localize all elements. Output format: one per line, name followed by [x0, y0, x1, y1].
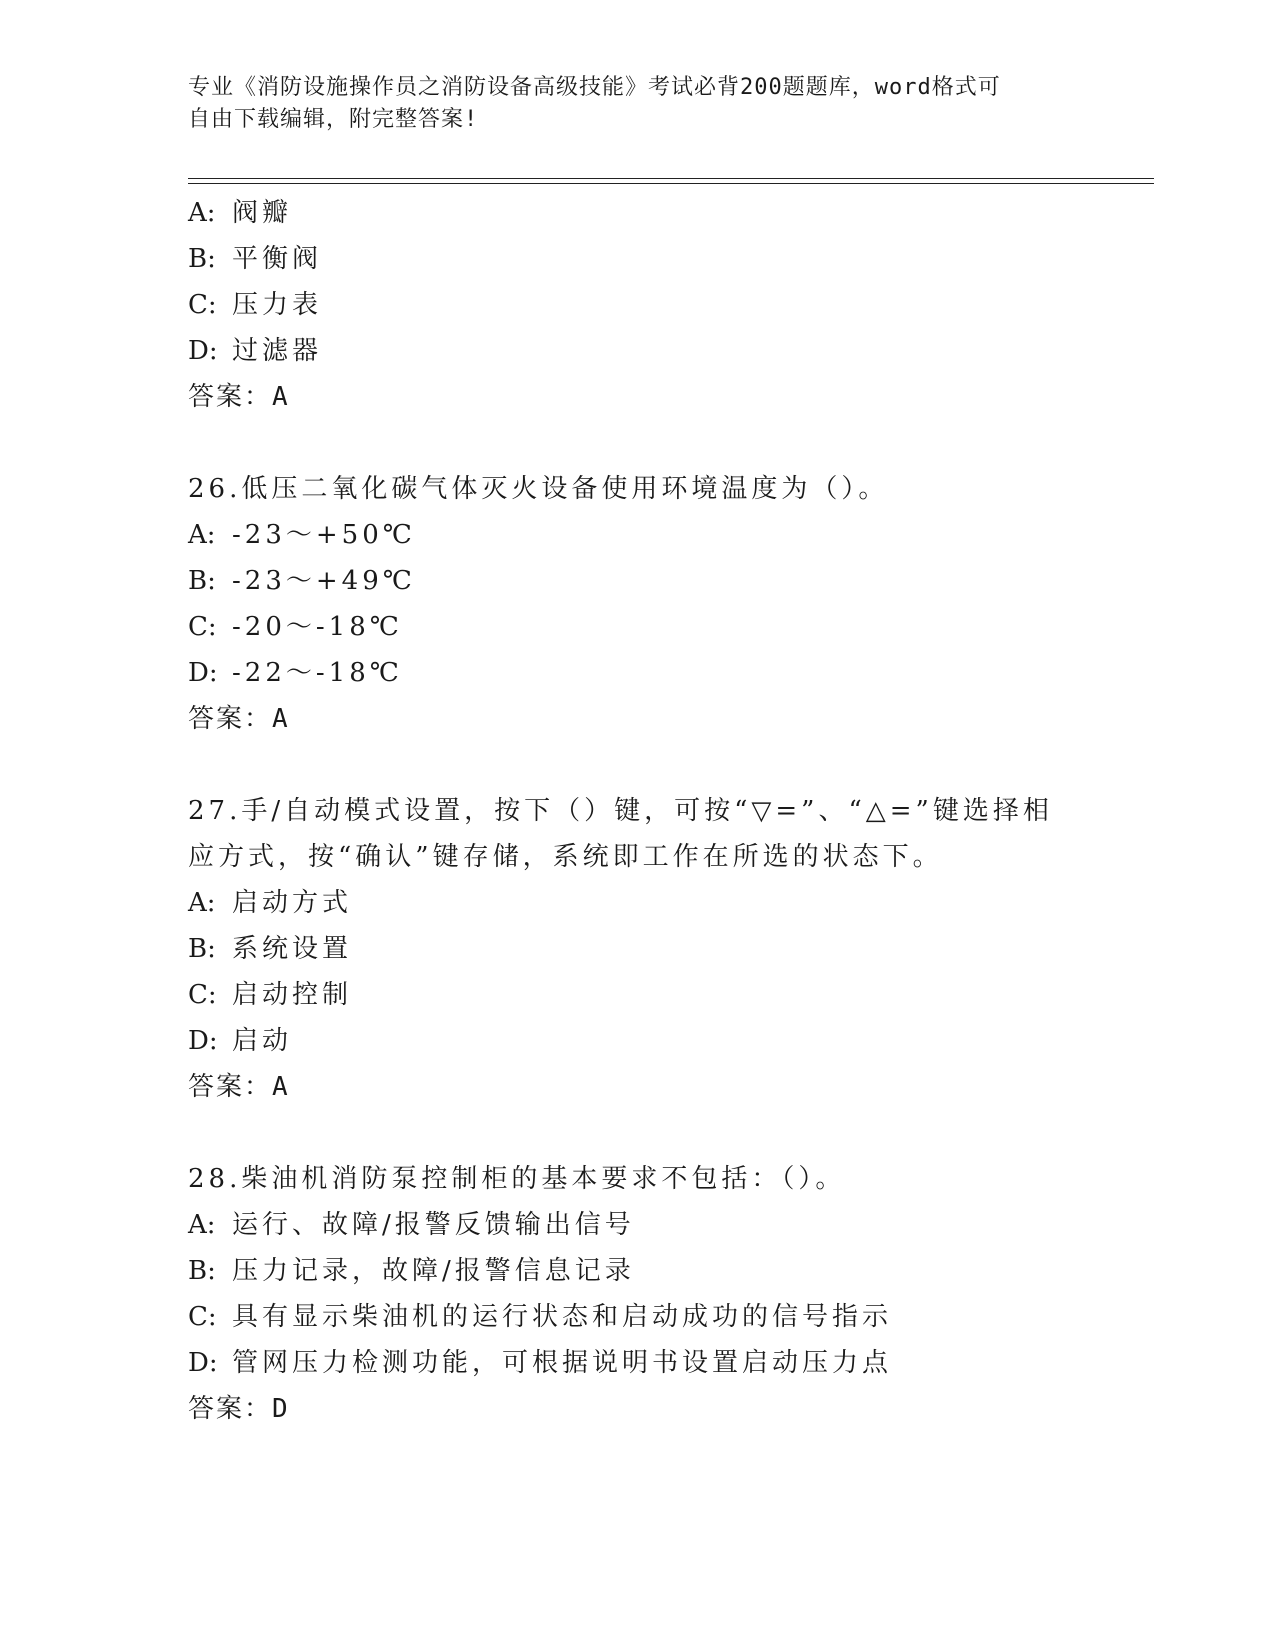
- option-label: B:: [188, 244, 216, 274]
- option-label: D:: [188, 1026, 218, 1056]
- question-stem-continued: 应方式，按“确认”键存储，系统即工作在所选的状态下。: [188, 842, 943, 872]
- option-text: 压力记录，故障/报警信息记录: [232, 1256, 635, 1286]
- option-a: [188, 1202, 1168, 1248]
- option-b: [188, 236, 1168, 282]
- header-line-2: 自由下载编辑，附完整答案!: [188, 107, 479, 132]
- option-label: B:: [188, 934, 216, 964]
- option-label: A:: [188, 1210, 216, 1240]
- option-text: -23～+49℃: [232, 566, 416, 596]
- question-block: [188, 190, 1168, 420]
- option-text: 平衡阀: [232, 244, 323, 274]
- answer-value: A: [272, 382, 290, 412]
- option-a: [188, 512, 1168, 558]
- option-text: 管网压力检测功能，可根据说明书设置启动压力点: [232, 1348, 893, 1378]
- option-d: [188, 650, 1168, 696]
- option-c: [188, 604, 1168, 650]
- answer-line: [188, 374, 1168, 420]
- answer-label: 答案：: [188, 704, 273, 734]
- header-divider-top: [188, 178, 1154, 179]
- option-label: A:: [188, 520, 216, 550]
- question-stem: 26.低压二氧化碳气体灭火设备使用环境温度为（）。: [188, 474, 889, 504]
- option-a: [188, 190, 1168, 236]
- option-label: C:: [188, 1302, 217, 1332]
- option-label: C:: [188, 290, 217, 320]
- option-text: 压力表: [232, 290, 323, 320]
- option-c: [188, 1294, 1168, 1340]
- option-text: 具有显示柴油机的运行状态和启动成功的信号指示: [232, 1302, 893, 1332]
- answer-label: 答案：: [188, 382, 273, 412]
- answer-line: [188, 1386, 1168, 1432]
- answer-value: A: [272, 704, 290, 734]
- option-text: 启动: [232, 1026, 293, 1056]
- option-label: D:: [188, 658, 218, 688]
- option-b: [188, 558, 1168, 604]
- header-divider-bottom: [188, 183, 1154, 184]
- option-label: C:: [188, 612, 217, 642]
- answer-value: D: [272, 1394, 290, 1424]
- option-c: [188, 282, 1168, 328]
- option-label: D:: [188, 336, 218, 366]
- option-text: -23～+50℃: [232, 520, 416, 550]
- option-d: [188, 1340, 1168, 1386]
- answer-line: [188, 1064, 1168, 1110]
- option-d: [188, 1018, 1168, 1064]
- answer-line: [188, 696, 1168, 742]
- option-text: 系统设置: [232, 934, 353, 964]
- question-block: [188, 1156, 1168, 1432]
- option-label: A:: [188, 198, 216, 228]
- option-b: [188, 926, 1168, 972]
- option-label: B:: [188, 566, 216, 596]
- option-text: -22～-18℃: [232, 658, 403, 688]
- option-text: 过滤器: [232, 336, 323, 366]
- question-block: [188, 788, 1168, 1110]
- option-label: D:: [188, 1348, 218, 1378]
- question-block: [188, 466, 1168, 742]
- option-a: [188, 880, 1168, 926]
- question-stem: 28.柴油机消防泵控制柜的基本要求不包括：（）。: [188, 1164, 846, 1194]
- header-line-1: 专业《消防设施操作员之消防设备高级技能》考试必背200题题库，word格式可: [188, 75, 1001, 100]
- option-d: [188, 328, 1168, 374]
- answer-label: 答案：: [188, 1394, 273, 1424]
- option-c: [188, 972, 1168, 1018]
- answer-label: 答案：: [188, 1072, 273, 1102]
- option-text: 启动控制: [232, 980, 353, 1010]
- option-text: 阀瓣: [232, 198, 293, 228]
- option-label: C:: [188, 980, 217, 1010]
- option-label: A:: [188, 888, 216, 918]
- option-label: B:: [188, 1256, 216, 1286]
- option-text: 运行、故障/报警反馈输出信号: [232, 1210, 635, 1240]
- question-list: [188, 190, 1168, 1432]
- option-text: 启动方式: [232, 888, 353, 918]
- answer-value: A: [272, 1072, 290, 1102]
- document-header: [188, 72, 1088, 136]
- option-text: -20～-18℃: [232, 612, 403, 642]
- option-b: [188, 1248, 1168, 1294]
- question-stem: 27.手/自动模式设置，按下（）键，可按“▽=”、“△=”键选择相: [188, 796, 1053, 826]
